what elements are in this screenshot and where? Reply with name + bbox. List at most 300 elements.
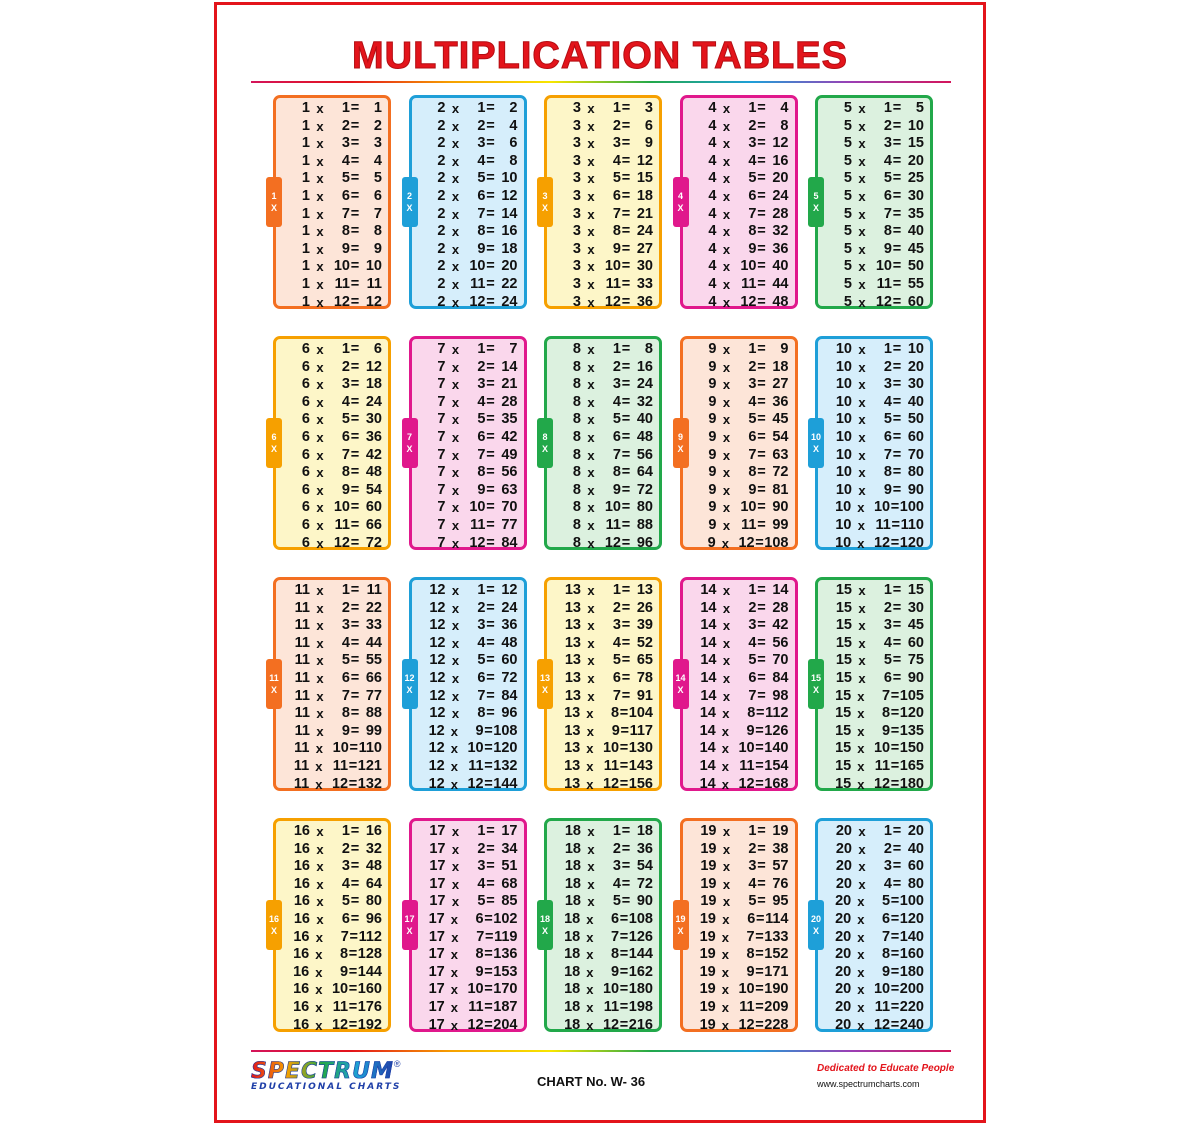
product: 180 xyxy=(899,775,924,792)
table-row xyxy=(418,1017,518,1035)
times-sign: x xyxy=(722,412,731,428)
product: 40 xyxy=(907,223,924,240)
table-tab-number: 5 xyxy=(813,191,819,201)
table-row xyxy=(553,740,653,758)
table-row xyxy=(689,705,789,723)
times-sign: x xyxy=(451,118,460,134)
product: 64 xyxy=(365,875,382,892)
table-row xyxy=(824,929,924,947)
table-row xyxy=(689,635,789,653)
multiplier: 8 xyxy=(883,464,892,481)
multiplier: 6 xyxy=(612,669,621,686)
times-sign: x xyxy=(722,618,731,634)
table-row xyxy=(553,464,653,482)
table-tab-10 xyxy=(808,418,824,468)
multiplier: 8 xyxy=(341,705,350,722)
times-sign: x xyxy=(722,276,731,292)
table-tab-number: 12 xyxy=(404,673,415,683)
times-sign: x xyxy=(316,377,324,393)
multiplier: 8 xyxy=(341,223,350,240)
multiplier: 1 xyxy=(477,100,486,116)
multiplicand: 4 xyxy=(708,170,717,187)
product: 24 xyxy=(501,599,518,616)
multiplicand: 2 xyxy=(437,100,446,116)
multiplier: 2 xyxy=(341,358,350,375)
product: 192 xyxy=(357,1016,382,1033)
multiplicand: 3 xyxy=(572,170,581,187)
table-row xyxy=(418,376,518,394)
times-sign: x xyxy=(451,706,460,722)
table-row xyxy=(824,705,924,723)
product: 9 xyxy=(780,341,789,357)
product: 11 xyxy=(366,582,382,598)
multiplier: 11 xyxy=(875,516,891,533)
table-row xyxy=(824,582,924,600)
multiplicand: 14 xyxy=(700,617,717,634)
multiplicand: 13 xyxy=(564,599,581,616)
table-row xyxy=(553,964,653,982)
multiplier: 9 xyxy=(341,722,350,739)
multiplicand: 5 xyxy=(843,170,852,187)
table-row xyxy=(282,688,382,706)
multiplier: 10 xyxy=(740,499,757,516)
times-sign: x xyxy=(722,224,731,240)
multiplicand: 2 xyxy=(437,152,446,169)
product: 108 xyxy=(628,910,653,927)
table-card-20 xyxy=(810,818,933,1033)
times-sign: x xyxy=(857,964,865,980)
table-row xyxy=(553,858,653,876)
multiplicand: 15 xyxy=(835,722,852,739)
multiplier: 12 xyxy=(602,775,620,792)
multiplicand: 6 xyxy=(301,376,310,393)
product: 18 xyxy=(636,187,653,204)
product: 70 xyxy=(501,499,518,516)
equals-sign: = xyxy=(486,669,495,686)
equals-sign: = xyxy=(484,981,493,998)
times-sign: x xyxy=(451,171,460,187)
equals-sign: = xyxy=(892,152,902,169)
equals-sign: = xyxy=(486,464,495,481)
equals-sign: = xyxy=(890,893,900,910)
product: 18 xyxy=(772,358,789,375)
equals-sign: = xyxy=(892,187,902,204)
product: 32 xyxy=(772,223,789,240)
table-row xyxy=(689,981,789,999)
table-row xyxy=(689,652,789,670)
times-sign: x xyxy=(721,1017,730,1033)
multiplier: 9 xyxy=(341,240,350,257)
table-row xyxy=(689,499,789,517)
multiplier: 3 xyxy=(748,617,757,634)
product: 135 xyxy=(899,722,924,739)
multiplicand: 18 xyxy=(564,893,581,910)
equals-sign: = xyxy=(757,117,766,134)
times-sign: x xyxy=(451,136,460,152)
times-sign: x xyxy=(587,224,595,240)
times-sign: x xyxy=(315,999,323,1015)
table-row xyxy=(282,359,382,377)
times-sign: x xyxy=(858,153,866,169)
multiplier: 10 xyxy=(873,981,891,998)
multiplier: 8 xyxy=(475,946,484,963)
product: 12 xyxy=(365,293,382,310)
table-row xyxy=(418,135,518,153)
product: 198 xyxy=(628,998,653,1015)
times-sign: x xyxy=(315,947,323,963)
table-row xyxy=(689,464,789,482)
multiplicand: 2 xyxy=(437,240,446,257)
multiplicand: 10 xyxy=(835,428,852,445)
product: 27 xyxy=(772,376,789,393)
table-tab-6 xyxy=(266,418,282,468)
multiplicand: 9 xyxy=(708,446,717,463)
product: 99 xyxy=(772,516,789,533)
times-sign: x xyxy=(587,206,595,222)
product: 220 xyxy=(899,998,924,1015)
multiplicand: 5 xyxy=(843,187,852,204)
times-sign: x xyxy=(858,859,866,875)
times-sign: x xyxy=(722,688,731,704)
multiplicand: 20 xyxy=(835,1016,852,1033)
table-row xyxy=(689,823,789,841)
times-sign: x xyxy=(587,670,595,686)
table-row xyxy=(824,776,924,794)
multiplicand: 1 xyxy=(301,152,310,169)
equals-sign: = xyxy=(757,875,766,892)
product: 39 xyxy=(636,617,653,634)
multiplier: 5 xyxy=(883,652,892,669)
table-tab-5 xyxy=(808,177,824,227)
multiplier: 2 xyxy=(612,117,621,134)
table-tab-17 xyxy=(402,900,418,950)
multiplier: 2 xyxy=(883,840,892,857)
equals-sign: = xyxy=(757,170,766,187)
times-sign: x xyxy=(451,618,460,634)
product: 96 xyxy=(365,910,382,927)
times-sign: x xyxy=(316,118,324,134)
table-tab-number: 14 xyxy=(675,673,686,683)
multiplicand: 2 xyxy=(437,223,446,240)
times-sign: x xyxy=(451,859,460,875)
equals-sign: = xyxy=(621,516,631,533)
table-row xyxy=(824,1017,924,1035)
equals-sign: = xyxy=(757,205,766,222)
equals-sign: = xyxy=(350,205,360,222)
times-sign: x xyxy=(721,929,730,945)
product: 14 xyxy=(501,205,518,222)
multiplicand: 11 xyxy=(293,757,310,774)
equals-sign: = xyxy=(486,135,495,152)
equals-sign: = xyxy=(757,481,766,498)
multiplier: 5 xyxy=(612,893,621,910)
equals-sign: = xyxy=(892,341,902,357)
multiplicand: 1 xyxy=(301,275,310,292)
table-row xyxy=(824,170,924,188)
multiplier: 9 xyxy=(746,722,755,739)
product: 36 xyxy=(501,617,518,634)
product: 56 xyxy=(501,464,518,481)
times-sign: x xyxy=(857,929,865,945)
equals-sign: = xyxy=(755,705,765,722)
multiplier: 10 xyxy=(467,740,484,757)
multiplicand: 15 xyxy=(835,705,852,722)
table-row xyxy=(418,206,518,224)
multiplier: 9 xyxy=(341,481,350,498)
table-row xyxy=(824,999,924,1017)
multiplier: 2 xyxy=(748,599,757,616)
multiplicand: 12 xyxy=(429,669,446,686)
table-row xyxy=(689,517,789,535)
table-row xyxy=(418,705,518,723)
product: 20 xyxy=(772,170,789,187)
product: 40 xyxy=(772,258,789,275)
product: 24 xyxy=(636,223,653,240)
times-sign: x xyxy=(858,276,866,292)
multiplier: 4 xyxy=(612,875,621,892)
multiplicand: 14 xyxy=(699,740,716,757)
product: 16 xyxy=(365,823,382,839)
equals-sign: = xyxy=(350,117,360,134)
equals-sign: = xyxy=(757,240,766,257)
multiplicand: 9 xyxy=(708,428,717,445)
equals-sign: = xyxy=(621,687,631,704)
multiplier: 10 xyxy=(469,499,486,516)
multiplicand: 12 xyxy=(429,617,446,634)
product: 15 xyxy=(907,582,924,598)
times-sign: x xyxy=(587,535,595,551)
table-row xyxy=(418,841,518,859)
times-sign: x xyxy=(450,947,459,963)
equals-sign: = xyxy=(892,135,902,152)
table-tab-number: 17 xyxy=(404,914,415,924)
multiplier: 5 xyxy=(341,652,350,669)
table-row xyxy=(824,153,924,171)
multiplicand: 5 xyxy=(843,205,852,222)
multiplicand: 8 xyxy=(572,393,581,410)
table-row xyxy=(553,241,653,259)
equals-sign: = xyxy=(621,840,631,857)
multiplier: 11 xyxy=(603,757,620,774)
table-row xyxy=(689,841,789,859)
times-sign: x xyxy=(316,429,324,445)
times-sign: x xyxy=(858,600,866,616)
product: 16 xyxy=(636,358,653,375)
product: 120 xyxy=(899,534,924,551)
table-tab-7 xyxy=(402,418,418,468)
table-row xyxy=(282,206,382,224)
multiplicand: 8 xyxy=(572,411,581,428)
multiplicand: 9 xyxy=(708,516,717,533)
product: 34 xyxy=(501,840,518,857)
times-sign: x xyxy=(857,706,865,722)
table-row xyxy=(418,981,518,999)
equals-sign: = xyxy=(486,428,495,445)
table-row xyxy=(689,294,789,312)
multiplier: 11 xyxy=(741,275,757,292)
equals-sign: = xyxy=(892,652,902,669)
table-row xyxy=(553,276,653,294)
times-sign: x xyxy=(721,535,730,551)
product: 26 xyxy=(636,599,653,616)
multiplicand: 7 xyxy=(437,464,446,481)
equals-sign: = xyxy=(486,858,495,875)
table-row xyxy=(418,294,518,312)
product: 160 xyxy=(899,946,924,963)
equals-sign: = xyxy=(486,341,495,357)
multiplicand: 10 xyxy=(835,376,852,393)
equals-sign: = xyxy=(757,100,766,116)
multiplier: 5 xyxy=(612,170,621,187)
times-sign: x xyxy=(857,741,865,757)
product: 10 xyxy=(365,258,382,275)
equals-sign: = xyxy=(486,687,495,704)
times-sign: x xyxy=(316,600,324,616)
equals-sign: = xyxy=(757,223,766,240)
multiplicand: 13 xyxy=(564,722,581,739)
times-sign: x xyxy=(722,841,731,857)
multiplicand: 20 xyxy=(835,875,852,892)
multiplicand: 14 xyxy=(699,705,716,722)
product: 20 xyxy=(907,152,924,169)
multiplier: 1 xyxy=(883,823,892,839)
multiplicand: 9 xyxy=(708,393,717,410)
table-rows xyxy=(824,582,924,792)
table-row xyxy=(553,206,653,224)
times-sign: x xyxy=(587,136,595,152)
multiplier: 7 xyxy=(477,446,486,463)
times-sign: x xyxy=(316,841,324,857)
times-sign: x xyxy=(857,500,865,516)
multiplier: 9 xyxy=(612,481,621,498)
product: 33 xyxy=(636,275,653,292)
multiplicand: 15 xyxy=(835,757,852,774)
table-card-19 xyxy=(675,818,798,1033)
table-tab-number: 15 xyxy=(810,673,821,683)
equals-sign: = xyxy=(348,981,358,998)
times-sign: x xyxy=(451,101,460,116)
times-sign: x xyxy=(315,929,323,945)
multiplier: 1 xyxy=(748,823,757,839)
equals-sign: = xyxy=(757,393,766,410)
equals-sign: = xyxy=(350,376,360,393)
multiplicand: 5 xyxy=(843,240,852,257)
multiplicand: 17 xyxy=(429,893,446,910)
multiplier: 4 xyxy=(883,152,892,169)
table-row xyxy=(282,823,382,841)
product: 45 xyxy=(772,411,789,428)
spectrum-logo xyxy=(251,1059,401,1092)
multiplicand: 8 xyxy=(572,516,581,533)
times-sign: x xyxy=(316,911,324,927)
product: 60 xyxy=(501,652,518,669)
multiplicand: 7 xyxy=(437,358,446,375)
times-sign: x xyxy=(722,706,730,722)
multiplicand: 6 xyxy=(301,446,310,463)
product: 100 xyxy=(899,893,924,910)
multiplier: 11 xyxy=(468,998,484,1015)
equals-sign: = xyxy=(892,617,902,634)
multiplicand: 13 xyxy=(564,652,581,669)
table-rows xyxy=(282,341,382,551)
multiplier: 9 xyxy=(883,240,892,257)
equals-sign: = xyxy=(486,223,495,240)
times-sign: x xyxy=(857,758,865,774)
multiplicand: 20 xyxy=(835,823,852,839)
product: 6 xyxy=(509,135,518,152)
product: 21 xyxy=(501,376,518,393)
multiplier: 12 xyxy=(738,534,755,551)
product: 64 xyxy=(636,464,653,481)
multiplicand: 3 xyxy=(572,100,581,116)
multiplier: 11 xyxy=(874,757,891,774)
multiplier: 9 xyxy=(612,240,621,257)
multiplicand: 18 xyxy=(564,1016,581,1033)
multiplicand: 13 xyxy=(564,687,581,704)
table-row xyxy=(418,964,518,982)
product: 216 xyxy=(628,1016,653,1033)
equals-sign: = xyxy=(757,152,766,169)
table-row xyxy=(553,100,653,118)
equals-sign: = xyxy=(891,516,900,533)
product: 50 xyxy=(907,258,924,275)
table-row xyxy=(689,670,789,688)
multiplicand: 19 xyxy=(700,858,717,875)
multiplier: 7 xyxy=(612,446,621,463)
multiplicand: 8 xyxy=(572,499,581,516)
multiplicand: 6 xyxy=(301,464,310,481)
multiplier: 3 xyxy=(341,858,350,875)
times-sign: x xyxy=(587,294,595,310)
equals-sign: = xyxy=(486,516,495,533)
multiplicand: 12 xyxy=(429,634,446,651)
table-card-15 xyxy=(810,577,933,792)
product: 108 xyxy=(764,534,789,551)
table-row xyxy=(282,341,382,359)
multiplicand: 13 xyxy=(564,582,581,598)
product: 105 xyxy=(899,687,924,704)
multiplier: 9 xyxy=(882,722,891,739)
multiplicand: 1 xyxy=(301,205,310,222)
equals-sign: = xyxy=(892,358,902,375)
multiplicand: 19 xyxy=(700,875,717,892)
product: 57 xyxy=(772,858,789,875)
equals-sign: = xyxy=(890,687,900,704)
table-row xyxy=(824,294,924,312)
product: 180 xyxy=(899,963,924,980)
equals-sign: = xyxy=(486,823,495,839)
times-sign: x xyxy=(315,982,323,998)
product: 36 xyxy=(365,428,382,445)
multiplicand: 12 xyxy=(429,652,446,669)
times-sign: x xyxy=(721,982,730,998)
table-tab-13 xyxy=(537,659,553,709)
multiplier: 2 xyxy=(341,599,350,616)
times-sign: x xyxy=(451,188,460,204)
multiplier: 5 xyxy=(341,411,350,428)
table-row xyxy=(824,723,924,741)
table-row xyxy=(689,482,789,500)
multiplier: 11 xyxy=(874,998,891,1015)
times-sign: x xyxy=(722,171,731,187)
multiplicand: 5 xyxy=(843,135,852,152)
equals-sign: = xyxy=(890,499,900,516)
table-row xyxy=(689,946,789,964)
product: 10 xyxy=(907,117,924,134)
multiplicand: 2 xyxy=(437,258,446,275)
product: 66 xyxy=(365,516,382,533)
table-row xyxy=(418,359,518,377)
